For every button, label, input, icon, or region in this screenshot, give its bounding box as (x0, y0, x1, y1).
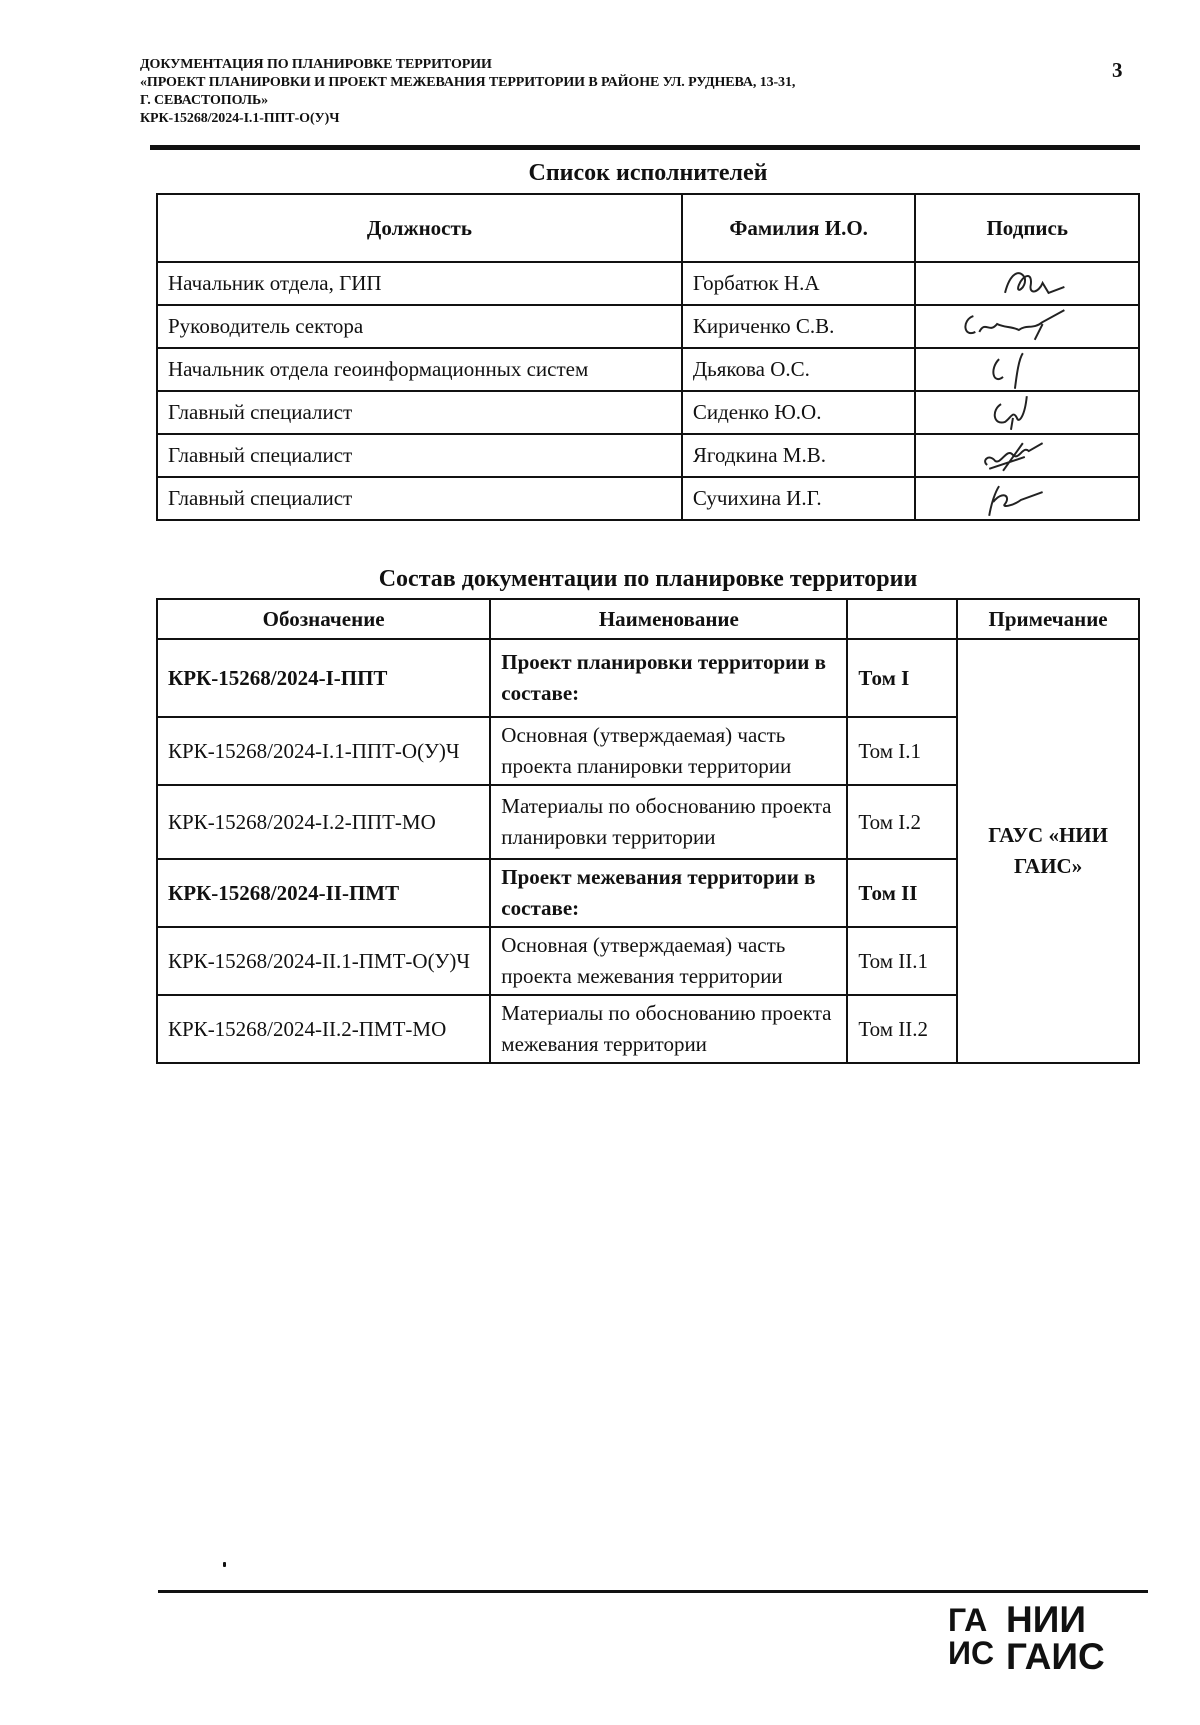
nii-gais-logo (948, 1600, 1128, 1672)
executors-title: Список исполнителей (528, 160, 768, 186)
stray-mark (223, 1562, 226, 1567)
document-name: Проект межевания территории в составе: (490, 859, 847, 927)
table-row (157, 639, 1139, 717)
signature-image (916, 263, 1138, 304)
executor-name: Дьякова О.С. (682, 348, 916, 391)
document-header (140, 56, 990, 128)
document-code: КРК-15268/2024-I-ППТ (157, 639, 490, 717)
executor-position: Начальник отдела геоинформационных систем (157, 348, 682, 391)
document-code: КРК-15268/2024-II.1-ПМТ-О(У)Ч (157, 927, 490, 995)
signature-image (916, 349, 1138, 390)
executor-name: Горбатюк Н.А (682, 262, 916, 305)
composition-title: Состав документации по планировке территории (378, 566, 918, 592)
signature (915, 477, 1139, 520)
logo-mark-bottom: ИС (948, 1635, 995, 1671)
document-code: КРК-15268/2024-II-ПМТ (157, 859, 490, 927)
executor-position: Главный специалист (157, 477, 682, 520)
page-number: 3 (1112, 58, 1123, 82)
document-volume: Том I (847, 639, 957, 717)
signature (915, 434, 1139, 477)
document-code: КРК-15268/2024-I.2-ППТ-МО (157, 785, 490, 859)
signature-image (916, 435, 1138, 476)
document-volume: Том II.2 (847, 995, 957, 1063)
signature (915, 262, 1139, 305)
logo-mark-top: ГА (948, 1602, 988, 1638)
document-name: Материалы по обоснованию проекта межевания территории (490, 995, 847, 1063)
composition-table (156, 598, 1140, 1064)
executors-table (156, 193, 1140, 521)
signature (915, 348, 1139, 391)
logo-text-bottom: ГАИС (1006, 1636, 1105, 1672)
executor-name: Ягодкина М.В. (682, 434, 916, 477)
document-name: Основная (утверждаемая) часть проекта межевания территории (490, 927, 847, 995)
signature-image (916, 392, 1138, 433)
executor-position: Главный специалист (157, 434, 682, 477)
column-header-note: Примечание (957, 599, 1139, 639)
header-line-4: КРК-15268/2024-I.1-ППТ-О(У)Ч (140, 111, 340, 126)
document-name: Проект планировки территории в составе: (490, 639, 847, 717)
table-header-row (157, 194, 1139, 262)
footer-divider (158, 1590, 1148, 1593)
column-header-name: Наименование (490, 599, 847, 639)
column-header-signature: Подпись (915, 194, 1139, 262)
column-header-volume (847, 599, 957, 639)
executor-position: Руководитель сектора (157, 305, 682, 348)
document-code: КРК-15268/2024-I.1-ППТ-О(У)Ч (157, 717, 490, 785)
executor-name: Сиденко Ю.О. (682, 391, 916, 434)
executor-position: Начальник отдела, ГИП (157, 262, 682, 305)
column-header-code: Обозначение (157, 599, 490, 639)
signature (915, 305, 1139, 348)
signature-image (916, 478, 1138, 519)
header-divider (150, 145, 1140, 150)
logo-text-top: НИИ (1006, 1600, 1086, 1640)
table-row (157, 477, 1139, 520)
table-header-row (157, 599, 1139, 639)
document-volume: Том II (847, 859, 957, 927)
document-name: Основная (утверждаемая) часть проекта планировки территории (490, 717, 847, 785)
signature-image (916, 306, 1138, 347)
executor-name: Сучихина И.Г. (682, 477, 916, 520)
table-row (157, 348, 1139, 391)
document-volume: Том I.2 (847, 785, 957, 859)
executor-position: Главный специалист (157, 391, 682, 434)
table-row (157, 305, 1139, 348)
header-line-3: Г. СЕВАСТОПОЛЬ» (140, 93, 269, 108)
document-code: КРК-15268/2024-II.2-ПМТ-МО (157, 995, 490, 1063)
executor-name: Кириченко С.В. (682, 305, 916, 348)
header-line-2: «ПРОЕКТ ПЛАНИРОВКИ И ПРОЕКТ МЕЖЕВАНИЯ ТЕРРИТОРИИ В РАЙОНЕ УЛ. РУДНЕВА, 13-31, (140, 75, 796, 90)
document-note: ГАУС «НИИ ГАИС» (957, 639, 1139, 1063)
column-header-position: Должность (157, 194, 682, 262)
table-row (157, 391, 1139, 434)
document-volume: Том II.1 (847, 927, 957, 995)
signature (915, 391, 1139, 434)
table-row (157, 434, 1139, 477)
column-header-name: Фамилия И.О. (682, 194, 916, 262)
document-volume: Том I.1 (847, 717, 957, 785)
header-line-1: ДОКУМЕНТАЦИЯ ПО ПЛАНИРОВКЕ ТЕРРИТОРИИ (140, 57, 492, 72)
document-name: Материалы по обоснованию проекта планировки территории (490, 785, 847, 859)
table-row (157, 262, 1139, 305)
